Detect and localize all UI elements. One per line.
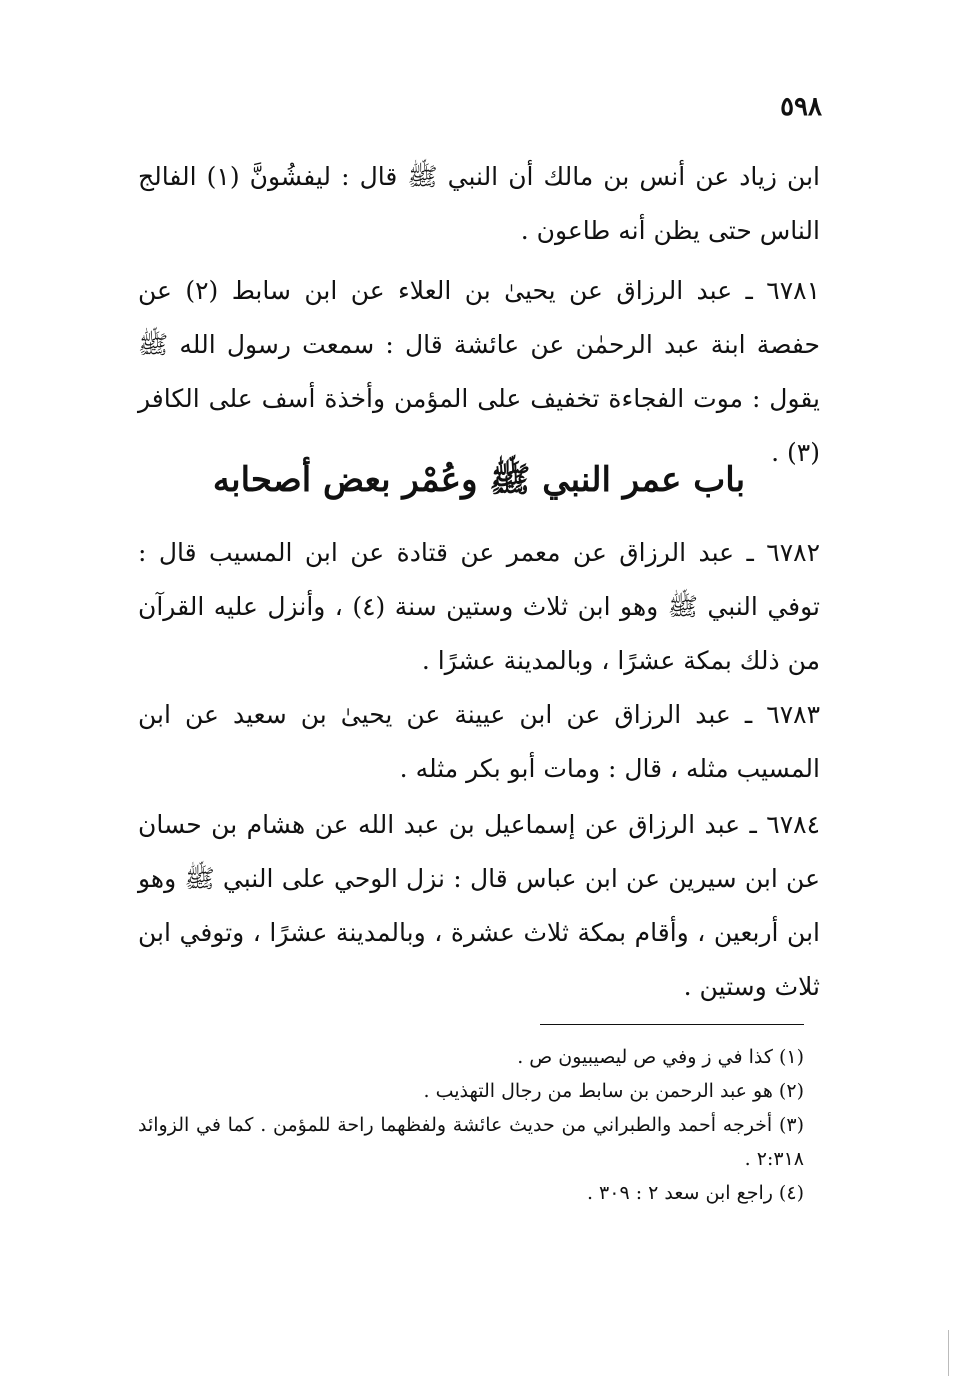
footnote-divider — [540, 1024, 804, 1025]
chapter-heading: باب عمر النبي ﷺ وعُمْر بعض أصحابه — [212, 460, 746, 500]
hadith-6782: ٦٧٨٢ ـ عبد الرزاق عن معمر عن قتادة عن ابن المسيب قال : توفي النبي ﷺ وهو ابن ثلاث وستين سنة (٤) ، وأنزل عليه القرآن من ذلك بمكة عشرًا ، وبالمدينة عشرًا . — [138, 538, 820, 675]
hadith-6781: ٦٧٨١ ـ عبد الرزاق عن يحيىٰ بن العلاء عن ابن سابط (٢) عن حفصة ابنة عبد الرحمٰن عن عائشة قال : سمعت رسول الله ﷺ يقول : موت الفجاءة تخفيف على المؤمن وأخذة أسف على الكافر (٣) . — [138, 276, 820, 467]
hadith-6784: ٦٧٨٤ ـ عبد الرزاق عن إسماعيل بن عبد الله عن هشام بن حسان عن ابن سيرين عن ابن عباس قال : نزل الوحي على النبي ﷺ وهو ابن أربعين ، وأقام بمكة ثلاث عشرة ، وبالمدينة عشرًا ، وتوفي ابن ثلاث وستين . — [138, 810, 820, 1001]
footnote-2: (٢) هو عبد الرحمن بن سابط من رجال التهذيب . — [423, 1080, 804, 1102]
footnote-1: (١) كذا في ز وفي ص ليصيبيون ص . — [517, 1046, 804, 1068]
paragraph-continuation: ابن زياد عن أنس بن مالك أن النبي ﷺ قال : ليفشُونَّ (١) الفالج الناس حتى يظن أنه طاعون . — [138, 162, 820, 245]
footnotes — [138, 1040, 804, 1210]
hadith-6783: ٦٧٨٣ ـ عبد الرزاق عن ابن عيينة عن يحيىٰ بن سعيد عن ابن المسيب مثله ، قال : ومات أبو بكر مثله . — [138, 700, 820, 783]
page-number: ٥٩٨ — [780, 92, 822, 122]
footnote-4: (٤) راجع ابن سعد ٢ : ٣٠٩ . — [586, 1182, 804, 1204]
scan-edge-mark — [948, 1330, 949, 1376]
footnote-3: (٣) أخرجه أحمد والطبراني من حديث عائشة ولفظهما راحة للمؤمن . كما في الزوائد ٢:٣١٨ . — [138, 1114, 804, 1170]
